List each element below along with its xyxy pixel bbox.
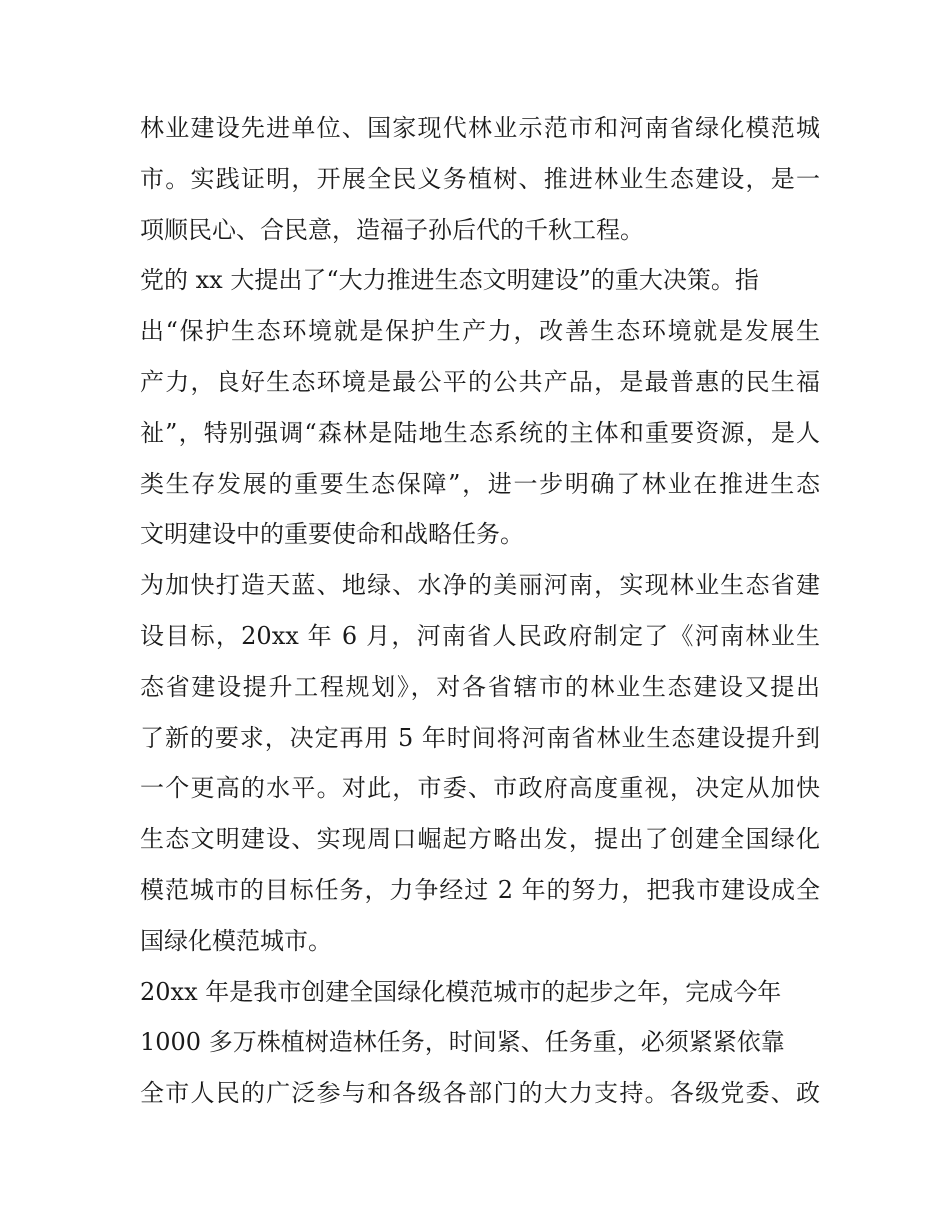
text-line-8: 类生存发展的重要生态保障”，进一步明确了林业在推进生态 <box>140 469 820 498</box>
text-line-9: 文明建设中的重要使命和战略任务。 <box>140 520 524 549</box>
text-line-1: 林业建设先进单位、国家现代林业示范市和河南省绿化模范城 <box>140 114 820 142</box>
text-line-12: 态省建设提升工程规划》，对各省辖市的林业生态建设又提出 <box>140 672 820 701</box>
text-line-5: 出“保护生态环境就是保护生产力，改善生态环境就是发展生 <box>140 317 820 346</box>
text-line-20: 全市人民的广泛参与和各级各部门的大力支持。各级党委、政 <box>140 1079 820 1108</box>
text-line-11: 设目标，20xx 年 6 月，河南省人民政府制定了《河南林业生 <box>140 621 820 650</box>
text-line-2: 市。实践证明，开展全民义务植树、推进林业生态建设，是一 <box>140 164 820 193</box>
text-line-3: 项顺民心、合民意，造福子孙后代的千秋工程。 <box>140 215 644 244</box>
text-line-13: 了新的要求，决定再用 5 年时间将河南省林业生态建设提升到 <box>140 723 820 752</box>
text-line-18: 20xx 年是我市创建全国绿化模范城市的起步之年，完成今年 <box>140 977 782 1006</box>
text-line-16: 模范城市的目标任务，力争经过 2 年的努力，把我市建设成全 <box>140 875 820 904</box>
text-line-15: 生态文明建设、实现周口崛起方略出发，提出了创建全国绿化 <box>140 825 820 854</box>
text-line-19: 1000 多万株植树造林任务，时间紧、任务重，必须紧紧依靠 <box>140 1028 785 1057</box>
text-line-6: 产力，良好生态环境是最公平的公共产品，是最普惠的民生福 <box>140 367 820 396</box>
body-text <box>140 103 820 1119</box>
text-line-17: 国绿化模范城市。 <box>140 926 332 955</box>
text-line-7: 祉”，特别强调“森林是陆地生态系统的主体和重要资源，是人 <box>140 418 820 447</box>
text-line-10: 为加快打造天蓝、地绿、水净的美丽河南，实现林业生态省建 <box>140 571 820 600</box>
text-line-4: 党的 xx 大提出了“大力推进生态文明建设”的重大决策。指 <box>140 266 759 295</box>
text-line-14: 一个更高的水平。对此，市委、市政府高度重视，决定从加快 <box>140 774 820 803</box>
